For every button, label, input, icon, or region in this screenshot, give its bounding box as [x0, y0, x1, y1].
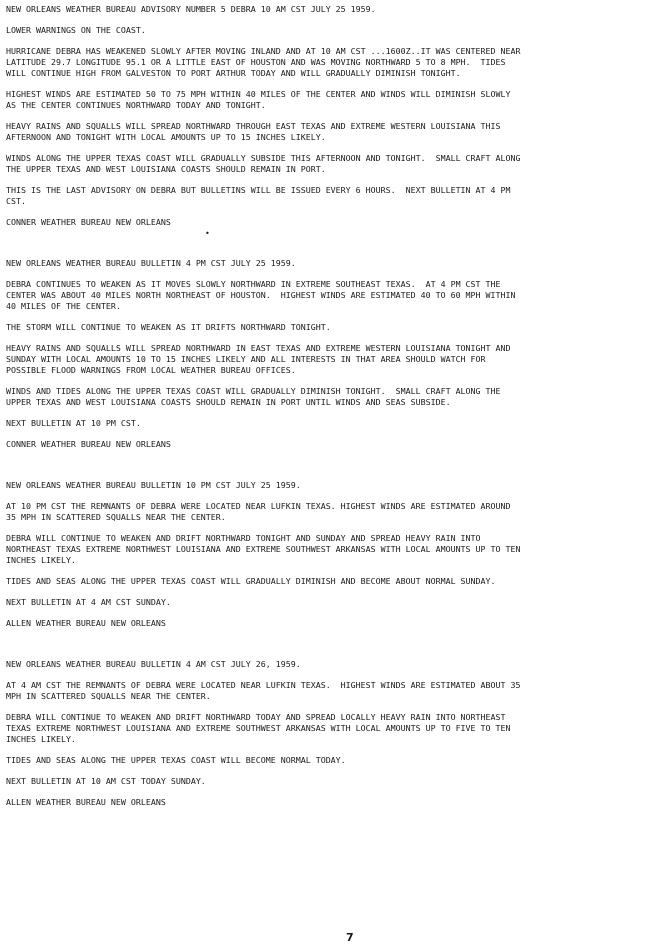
bulletin-paragraph — [6, 597, 658, 608]
text-line: THE STORM WILL CONTINUE TO WEAKEN AS IT DRIFTS NORTHWARD TONIGHT. — [6, 322, 331, 332]
text-line: WILL CONTINUE HIGH FROM GALVESTON TO PORT ARTHUR TODAY AND WILL GRADUALLY DIMINISH TONIGHT. — [6, 68, 461, 78]
text-line: DEBRA WILL CONTINUE TO WEAKEN AND DRIFT NORTHWARD TODAY AND SPREAD LOCALLY HEAVY RAIN INTO NORTHEAST — [6, 712, 506, 722]
bulletin-header — [6, 659, 658, 670]
text-line: HEAVY RAINS AND SQUALLS WILL SPREAD NORTHWARD IN EAST TEXAS AND EXTREME WESTERN LOUISIANA TONIGHT AND — [6, 343, 511, 353]
text-line: THIS IS THE LAST ADVISORY ON DEBRA BUT BULLETINS WILL BE ISSUED EVERY 6 HOURS. NEXT BULLETIN AT 4 PM — [6, 185, 511, 195]
text-line: NEW ORLEANS WEATHER BUREAU BULLETIN 4 PM CST JULY 25 1959. — [6, 258, 296, 268]
text-line: HURRICANE DEBRA HAS WEAKENED SLOWLY AFTER MOVING INLAND AND AT 10 AM CST ...1600Z..IT WAS CENTERED NEAR — [6, 46, 521, 56]
text-line: CONNER WEATHER BUREAU NEW ORLEANS — [6, 439, 171, 449]
bulletin-paragraph — [6, 185, 658, 207]
text-line: NORTHEAST TEXAS EXTREME NORTHWEST LOUISIANA AND EXTREME SOUTHWEST ARKANSAS WITH LOCAL AMOUNTS UP TO TEN — [6, 544, 521, 554]
text-line: NEXT BULLETIN AT 10 PM CST. — [6, 418, 141, 428]
text-line: HEAVY RAINS AND SQUALLS WILL SPREAD NORTHWARD THROUGH EAST TEXAS AND EXTREME WESTERN LOUISIANA THIS — [6, 121, 501, 131]
text-line: NEXT BULLETIN AT 10 AM CST TODAY SUNDAY. — [6, 776, 206, 786]
section-spacer — [6, 639, 658, 659]
text-line: SUNDAY WITH LOCAL AMOUNTS 10 TO 15 INCHES LIKELY AND ALL INTERESTS IN THAT AREA SHOULD WATCH FOR — [6, 354, 486, 364]
bulletin-paragraph — [6, 680, 658, 702]
text-line: ALLEN WEATHER BUREAU NEW ORLEANS — [6, 797, 166, 807]
bulletin-paragraph — [6, 776, 658, 787]
text-line: INCHES LIKELY. — [6, 734, 76, 744]
text-line: TIDES AND SEAS ALONG THE UPPER TEXAS COAST WILL GRADUALLY DIMINISH AND BECOME ABOUT NORMAL SUNDAY. — [6, 576, 496, 586]
bulletin-paragraph — [6, 576, 658, 587]
section-spacer — [6, 238, 658, 258]
text-line: NEW ORLEANS WEATHER BUREAU BULLETIN 4 AM CST JULY 26, 1959. — [6, 659, 301, 669]
section-spacer — [6, 460, 658, 480]
bulletin-section — [6, 480, 658, 629]
bulletin-paragraph — [6, 25, 658, 36]
text-line: CENTER WAS ABOUT 40 MILES NORTH NORTHEAST OF HOUSTON. HIGHEST WINDS ARE ESTIMATED 40 TO 60 MPH WITHIN — [6, 290, 516, 300]
bulletin-paragraph — [6, 533, 658, 566]
bulletin-paragraph — [6, 89, 658, 111]
text-line: AFTERNOON AND TONIGHT WITH LOCAL AMOUNTS UP TO 15 INCHES LIKELY. — [6, 132, 326, 142]
bulletin-signature — [6, 217, 658, 228]
document-content — [6, 4, 658, 808]
bulletin-signature — [6, 618, 658, 629]
text-line: WINDS ALONG THE UPPER TEXAS COAST WILL GRADUALLY SUBSIDE THIS AFTERNOON AND TONIGHT. SMALL CRAFT ALONG — [6, 153, 521, 163]
bulletin-paragraph — [6, 46, 658, 79]
bulletin-section — [6, 659, 658, 808]
page-number: 7 — [346, 931, 354, 944]
bulletin-paragraph — [6, 322, 658, 333]
bulletin-paragraph — [6, 121, 658, 143]
bulletin-paragraph — [6, 153, 658, 175]
text-line: 35 MPH IN SCATTERED SQUALLS NEAR THE CENTER. — [6, 512, 226, 522]
text-line: UPPER TEXAS AND WEST LOUISIANA COASTS SHOULD REMAIN IN PORT UNTIL WINDS AND SEAS SUBSIDE. — [6, 397, 451, 407]
bulletin-paragraph — [6, 712, 658, 745]
text-line: CST. — [6, 196, 26, 206]
text-line: NEW ORLEANS WEATHER BUREAU BULLETIN 10 PM CST JULY 25 1959. — [6, 480, 301, 490]
bulletin-paragraph — [6, 343, 658, 376]
text-line: DEBRA CONTINUES TO WEAKEN AS IT MOVES SLOWLY NORTHWARD IN EXTREME SOUTHEAST TEXAS. AT 4 PM CST THE — [6, 279, 501, 289]
bulletin-paragraph — [6, 418, 658, 429]
text-line: TIDES AND SEAS ALONG THE UPPER TEXAS COAST WILL BECOME NORMAL TODAY. — [6, 755, 346, 765]
bulletin-paragraph — [6, 279, 658, 312]
text-line: DEBRA WILL CONTINUE TO WEAKEN AND DRIFT NORTHWARD TONIGHT AND SUNDAY AND SPREAD HEAVY RAIN INTO — [6, 533, 481, 543]
text-line: INCHES LIKELY. — [6, 555, 76, 565]
text-line: AT 4 AM CST THE REMNANTS OF DEBRA WERE LOCATED NEAR LUFKIN TEXAS. HIGHEST WINDS ARE ESTIMATED ABOUT 35 — [6, 680, 521, 690]
bulletin-paragraph — [6, 755, 658, 766]
text-line: LOWER WARNINGS ON THE COAST. — [6, 25, 146, 35]
text-line: ALLEN WEATHER BUREAU NEW ORLEANS — [6, 618, 166, 628]
text-line: THE UPPER TEXAS AND WEST LOUISIANA COASTS SHOULD REMAIN IN PORT. — [6, 164, 326, 174]
bulletin-paragraph — [6, 386, 658, 408]
stray-mark: • — [205, 229, 210, 238]
bulletin-header — [6, 4, 658, 15]
text-line: 40 MILES OF THE CENTER. — [6, 301, 121, 311]
bulletin-signature — [6, 797, 658, 808]
text-line: MPH IN SCATTERED SQUALLS NEAR THE CENTER. — [6, 691, 211, 701]
text-line: AS THE CENTER CONTINUES NORTHWARD TODAY AND TONIGHT. — [6, 100, 266, 110]
bulletin-section — [6, 258, 658, 450]
bulletin-header — [6, 258, 658, 269]
bulletin-signature — [6, 439, 658, 450]
text-line: NEW ORLEANS WEATHER BUREAU ADVISORY NUMBER 5 DEBRA 10 AM CST JULY 25 1959. — [6, 4, 376, 14]
text-line: POSSIBLE FLOOD WARNINGS FROM LOCAL WEATHER BUREAU OFFICES. — [6, 365, 296, 375]
bulletin-paragraph — [6, 501, 658, 523]
text-line: LATITUDE 29.7 LONGITUDE 95.1 OR A LITTLE EAST OF HOUSTON AND WAS MOVING NORTHWARD 5 TO 8 MPH. TIDES — [6, 57, 506, 67]
text-line: TEXAS EXTREME NORTHWEST LOUISIANA AND EXTREME SOUTHWEST ARKANSAS WITH LOCAL AMOUNTS UP TO FIVE TO TEN — [6, 723, 511, 733]
text-line: NEXT BULLETIN AT 4 AM CST SUNDAY. — [6, 597, 171, 607]
text-line: WINDS AND TIDES ALONG THE UPPER TEXAS COAST WILL GRADUALLY DIMINISH TONIGHT. SMALL CRAFT ALONG THE — [6, 386, 501, 396]
bulletin-header — [6, 480, 658, 491]
bulletin-section — [6, 4, 658, 228]
text-line: CONNER WEATHER BUREAU NEW ORLEANS — [6, 217, 171, 227]
text-line: AT 10 PM CST THE REMNANTS OF DEBRA WERE LOCATED NEAR LUFKIN TEXAS. HIGHEST WINDS ARE ESTIMATED AROUND — [6, 501, 511, 511]
text-line: HIGHEST WINDS ARE ESTIMATED 50 TO 75 MPH WITHIN 40 MILES OF THE CENTER AND WINDS WILL DIMINISH SLOWLY — [6, 89, 511, 99]
